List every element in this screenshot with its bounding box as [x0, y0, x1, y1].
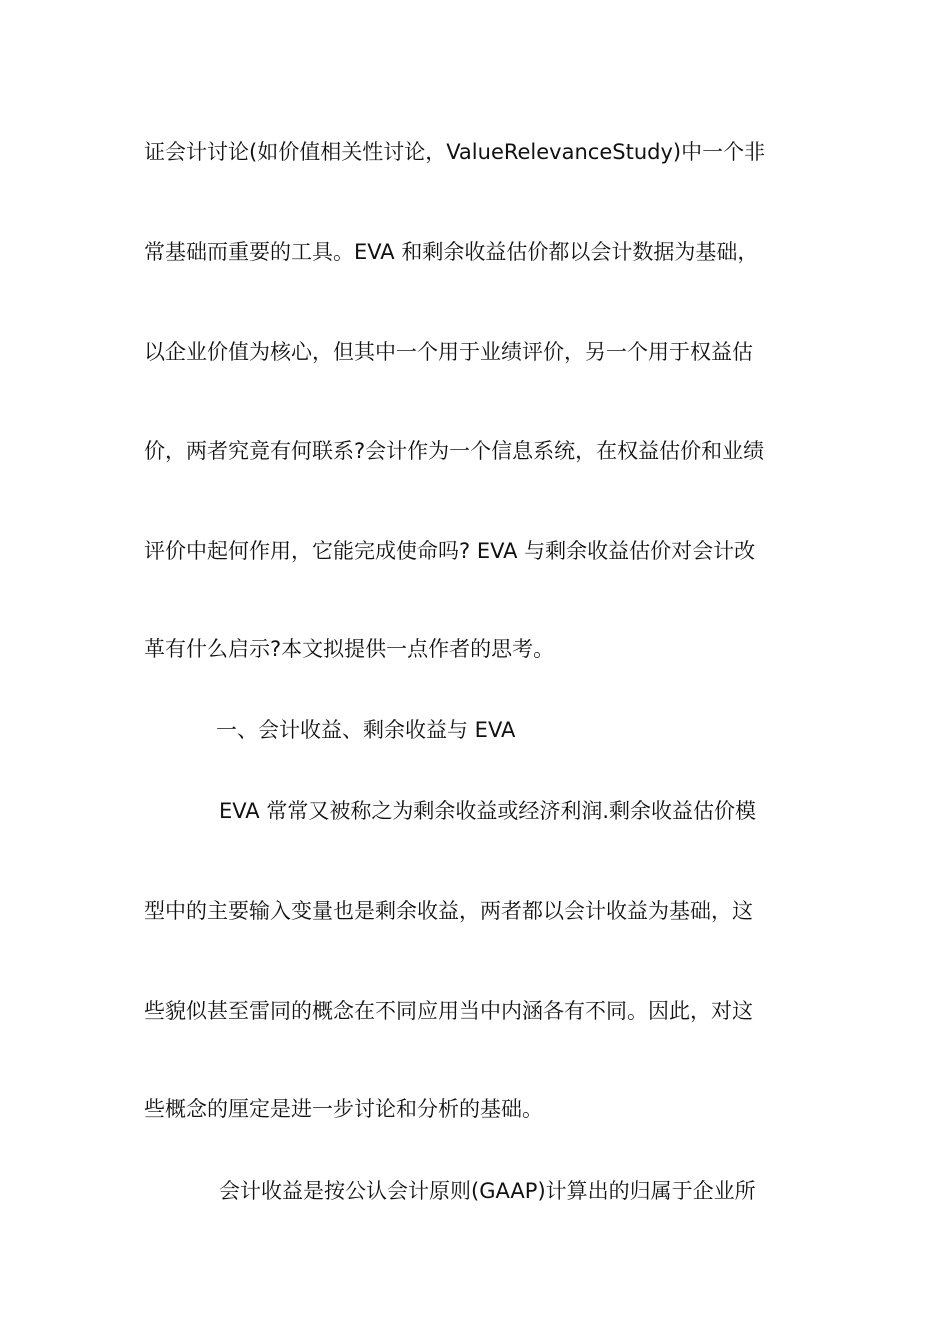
- paragraph-line: 以企业价值为核心，但其中一个用于业绩评价，另一个用于权益估: [144, 340, 753, 364]
- paragraph-line: EVA 常常又被称之为剩余收益或经济利润.剩余收益估价模: [219, 799, 757, 823]
- paragraph-line: 会计收益是按公认会计原则(GAAP)计算出的归属于企业所: [219, 1179, 756, 1203]
- paragraph-line: 些概念的厘定是进一步讨论和分析的基础。: [144, 1097, 543, 1121]
- paragraph-line: 常基础而重要的工具。EVA 和剩余收益估价都以会计数据为基础，: [144, 240, 759, 264]
- section-heading: 一、会计收益、剩余收益与 EVA: [216, 718, 516, 742]
- paragraph-line: 价，两者究竟有何联系?会计作为一个信息系统，在权益估价和业绩: [144, 439, 765, 463]
- paragraph-line: 革有什么启示?本文拟提供一点作者的思考。: [144, 637, 555, 661]
- paragraph-line: 证会计讨论(如价值相关性讨论，ValueRelevanceStudy)中一个非: [144, 140, 766, 164]
- paragraph-line: 型中的主要输入变量也是剩余收益，两者都以会计收益为基础，这: [144, 899, 753, 923]
- paragraph-line: 评价中起何作用，它能完成使命吗? EVA 与剩余收益估价对会计改: [144, 539, 756, 563]
- paragraph-line: 些貌似甚至雷同的概念在不同应用当中内涵各有不同。因此，对这: [144, 999, 753, 1023]
